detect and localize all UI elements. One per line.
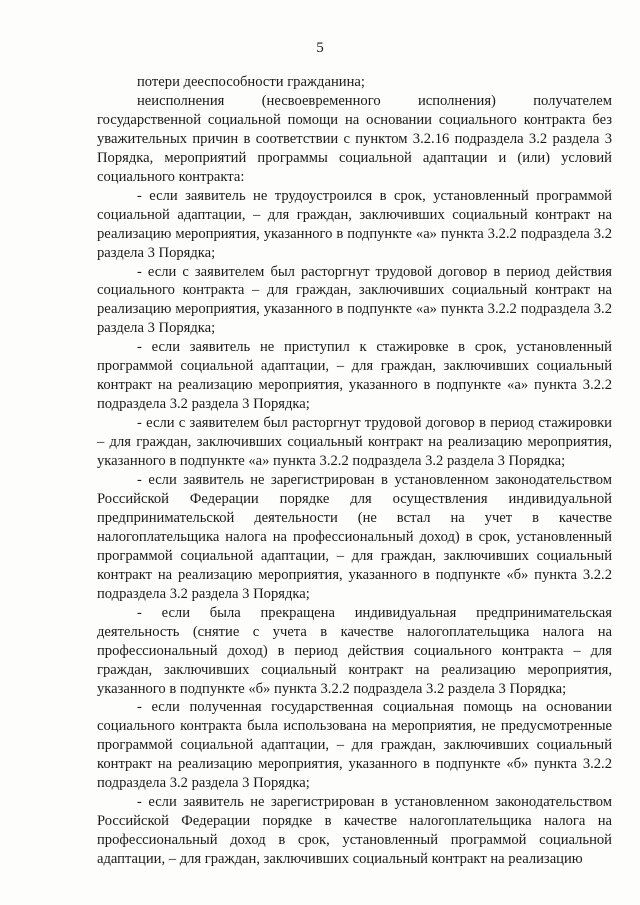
paragraph: - если с заявителем был расторгнут трудовой договор в период действия социального контракта – для граждан, заключивших социальный контракт на реализацию мероприятия, указанного в подпункте «а» пункта 3.2.2 подраздела 3.2 раздела 3 Порядка; [97, 263, 612, 337]
paragraph: - если заявитель не трудоустроился в срок, установленный программой социальной адаптации, – для граждан, заключивших социальный контракт на реализацию мероприятия, указанного в подпункте «а» пункта 3.2.2 подраздела 3.2 раздела 3 Порядка; [97, 187, 612, 261]
paragraph: потери дееспособности гражданина; [137, 74, 365, 90]
paragraph: - если заявитель не зарегистрирован в установленном законодательством Российской Федерации порядке для осуществления индивидуальной предпринимательской деятельности (не встал на учет в качестве налогоплательщика налога на профессиональный доход) в срок, установленный программой социальной адаптации, – для граждан, заключивших социальный контракт на реализацию мероприятия, указанного в подпункте «б» пункта 3.2.2 подраздела 3.2 раздела 3 Порядка; [97, 472, 612, 602]
document-body [97, 73, 612, 869]
paragraph: неисполнения (несвоевременного исполнения) получателем государственной социальной помощи на основании социального контракта без уважительных причин в соответствии с пунктом 3.2.16 подраздела 3.2 раздела 3 Порядка, мероприятий программы социальной адаптации и (или) условий социального контракта: [97, 92, 612, 185]
page-number: 5 [316, 40, 324, 56]
paragraph: - если была прекращена индивидуальная предпринимательская деятельность (снятие с учета в качестве налогоплательщика налога на профессиональный доход) в период действия социального контракта – для граждан, заключивших социальный контракт на реализацию мероприятия, указанного в подпункте «б» пункта 3.2.2 подраздела 3.2 раздела 3 Порядка; [97, 604, 612, 697]
paragraph: - если с заявителем был расторгнут трудовой договор в период стажировки – для граждан, заключивших социальный контракт на реализацию мероприятия, указанного в подпункте «а» пункта 3.2.2 подраздела 3.2 раздела 3 Порядка; [97, 415, 612, 470]
paragraph: - если заявитель не зарегистрирован в установленном законодательством Российской Федерации порядке в качестве налогоплательщика налога на профессиональный доход в срок, установленный программой социальной адаптации, – для граждан, заключивших социальный контракт на реализацию [97, 794, 612, 868]
paragraph: - если полученная государственная социальная помощь на основании социального контракта была использована на мероприятия, не предусмотренные программой социальной адаптации, – для граждан, заключивших социальный контракт на реализацию мероприятия, указанного в подпункте «б» пункта 3.2.2 подраздела 3.2 раздела 3 Порядка; [97, 699, 612, 792]
paragraph: - если заявитель не приступил к стажировке в срок, установленный программой социальной адаптации, – для граждан, заключивших социальный контракт на реализацию мероприятия, указанного в подпункте «а» пункта 3.2.2 подраздела 3.2 раздела 3 Порядка; [97, 339, 612, 413]
